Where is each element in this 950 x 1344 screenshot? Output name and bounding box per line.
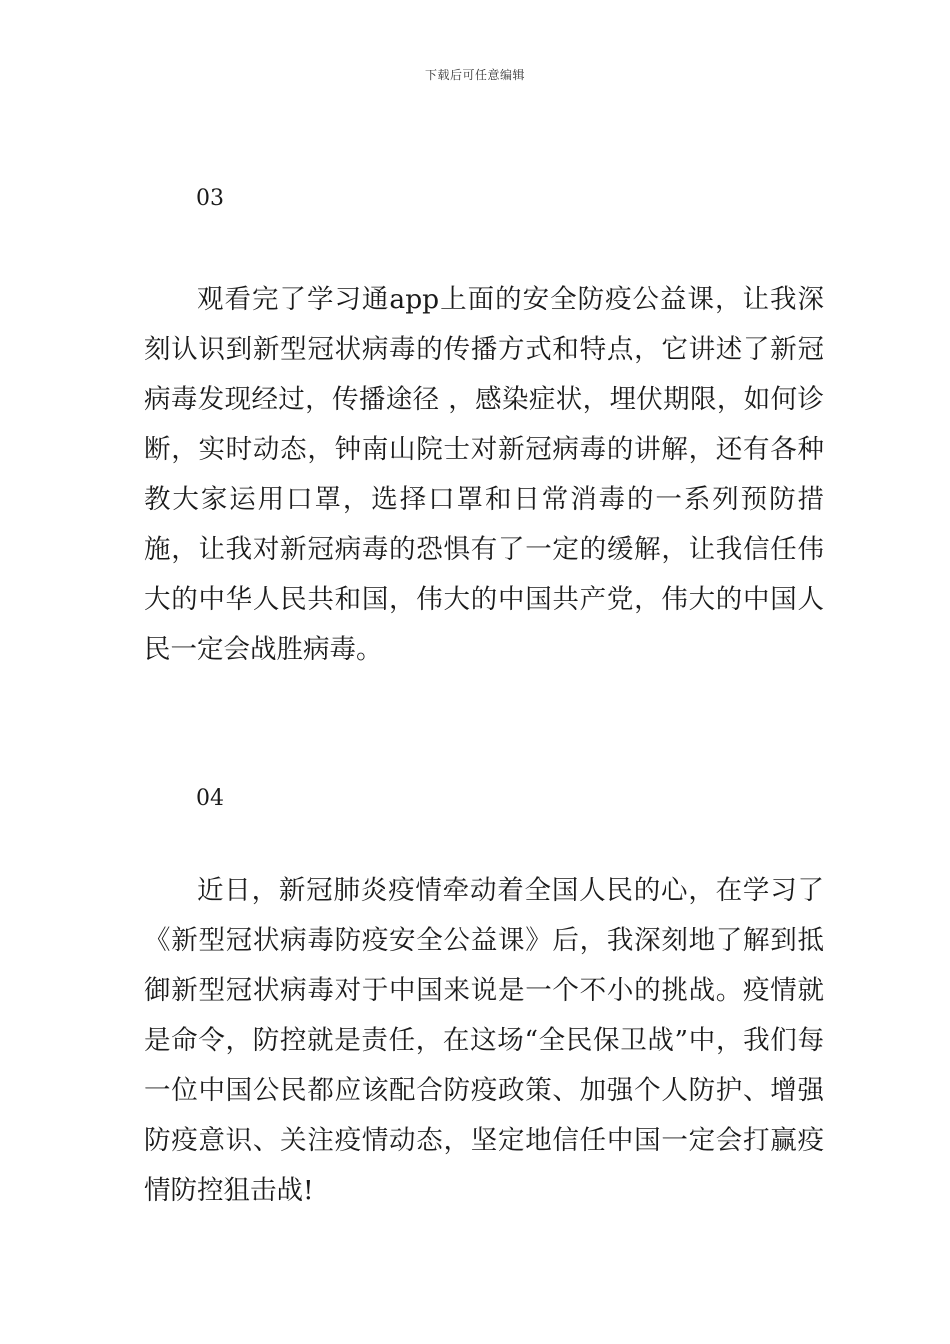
section-03-paragraph: 观看完了学习通app上面的安全防疫公益课，让我深刻认识到新型冠状病毒的传播方式和特点，它讲述了新冠病毒发现经过，传播途径 ，感染症状，埋伏期限，如何诊断，实时动态，钟南山院士对新冠病毒的讲解，还有各种教大家运用口罩，选择口罩和日常消毒的一系列预防措施，让我对新冠病毒的恐惧有了一定的缓解，让我信任伟大的中华人民共和国，伟大的中国共产党，伟大的中国人民一定会战胜病毒。 <box>144 284 824 665</box>
section-number-03: 03 <box>196 186 224 211</box>
header-note: 下载后可任意编辑 <box>424 68 525 82</box>
section-04-paragraph: 近日，新冠肺炎疫情牵动着全国人民的心，在学习了《新型冠状病毒防疫安全公益课》后，我深刻地了解到抵御新型冠状病毒对于中国来说是一个不小的挑战。疫情就是命令，防控就是责任，在这场“全民保卫战”中，我们每一位中国公民都应该配合防疫政策、加强个人防护、增强防疫意识、关注疫情动态，坚定地信任中国一定会打赢疫情防控狙击战! <box>144 875 824 1206</box>
section-number-04: 04 <box>196 786 224 811</box>
